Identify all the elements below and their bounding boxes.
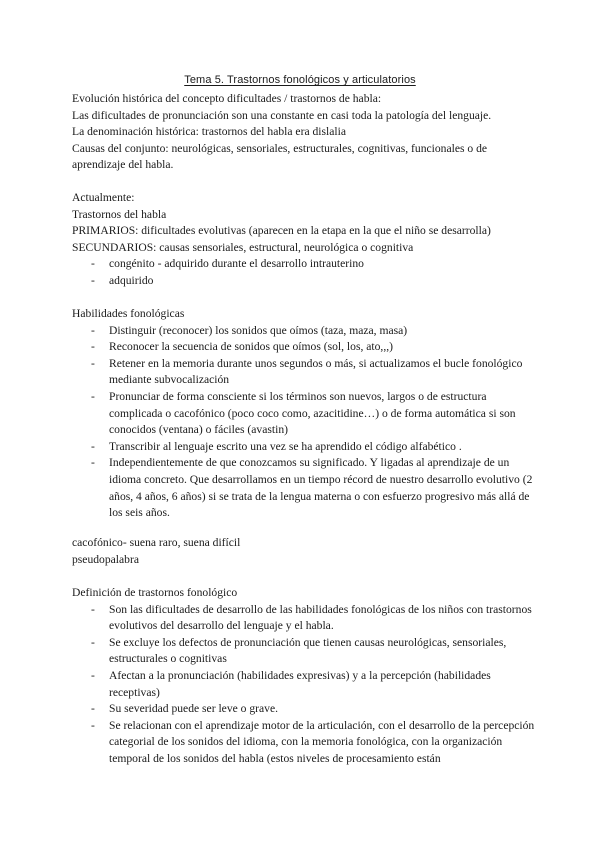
bullet-dash: -: [91, 635, 95, 649]
list-item: [72, 635, 542, 668]
list-item: [72, 356, 542, 389]
habilidades-section: [72, 306, 542, 522]
habilidades-heading: Habilidades fonológicas: [72, 307, 185, 320]
document-title: [0, 72, 600, 89]
list-item-text: Se excluye los defectos de pronunciación que tienen causas neurológicas, sensoriales, estructurales o cognitivas: [109, 635, 507, 666]
list-item-text: adquirido: [109, 273, 154, 287]
list-item-text: Retener en la memoria durante unos segundos o más, si actualizamos el bucle fonológico mediante subvocalización: [109, 356, 523, 387]
note-line: pseudopalabra: [72, 552, 139, 566]
actualmente-section: [72, 190, 542, 290]
definicion-heading: Definición de trastornos fonológico: [72, 586, 238, 599]
bullet-dash: -: [91, 702, 95, 716]
bullet-dash: -: [91, 668, 95, 682]
bullet-dash: -: [91, 718, 95, 732]
list-item: [72, 602, 542, 635]
intro-line: La denominación histórica: trastornos del habla era dislalia: [72, 125, 346, 139]
bullet-dash: -: [91, 323, 95, 337]
list-item: [72, 718, 542, 768]
list-item-text: Afectan a la pronunciación (habilidades expresivas) y a la percepción (habilidades receptivas): [109, 668, 491, 699]
list-item: [72, 339, 542, 356]
list-item: [72, 389, 542, 439]
list-item-text: Su severidad puede ser leve o grave.: [109, 702, 279, 716]
list-item-text: congénito - adquirido durante el desarrollo intrauterino: [109, 257, 364, 271]
actualmente-heading: Actualmente:: [72, 191, 135, 204]
list-item: [72, 323, 542, 340]
intro-line: Las dificultades de pronunciación son una constante en casi toda la patología del lenguaje.: [72, 108, 492, 122]
list-item-text: Transcribir al lenguaje escrito una vez se ha aprendido el código alfabético .: [109, 439, 462, 453]
list-item: [72, 256, 542, 273]
list-item: [72, 273, 542, 290]
bullet-dash: -: [91, 602, 95, 616]
bullet-dash: -: [91, 356, 95, 370]
intro-section: [72, 91, 542, 174]
note-line: cacofónico- suena raro, suena difícil: [72, 536, 241, 549]
list-item-text: Reconocer la secuencia de sonidos que oímos (sol, los, ato,,,): [109, 340, 393, 354]
bullet-dash: -: [91, 340, 95, 354]
intro-line: Causas del conjunto: neurológicas, sensoriales, estructurales, cognitivas, funcionales o de aprendizaje del habla.: [72, 141, 488, 172]
list-item: [72, 668, 542, 701]
secundarios-line: SECUNDARIOS: causas sensoriales, estructural, neurológica o cognitiva: [72, 240, 414, 254]
bullet-dash: -: [91, 389, 95, 403]
primarios-line: PRIMARIOS: dificultades evolutivas (aparecen en la etapa en la que el niño se desarrolla): [72, 224, 491, 238]
intro-line: Evolución histórica del concepto dificultades / trastornos de habla:: [72, 92, 382, 105]
trastornos-habla-heading: Trastornos del habla: [72, 207, 167, 221]
bullet-dash: -: [91, 456, 95, 470]
bullet-dash: -: [91, 273, 95, 287]
list-item-text: Distinguir (reconocer) los sonidos que oímos (taza, maza, masa): [109, 323, 408, 337]
list-item-text: Son las dificultades de desarrollo de las habilidades fonológicas de los niños con trastornos evolutivos del desarrollo del lenguaje y el habla.: [109, 602, 532, 633]
definicion-section: [72, 585, 542, 768]
bullet-dash: -: [91, 439, 95, 453]
list-item-text: Pronunciar de forma consciente si los términos son nuevos, largos o de estructura complicada o cacofónico (poco coco como, azacitidine…) o de forma automática si son conocidos (ventana) o fáciles (avastin): [109, 389, 516, 437]
list-item: [72, 701, 542, 718]
list-item-text: Independientemente de que conozcamos su significado. Y ligadas al aprendizaje de un idioma concreto. Que desarrollamos en un tiempo récord de nuestro desarrollo evolutivo (2 años, 4 años, 6 años) si se trata de la lengua materna o con esfuerzo progresivo más allá de los seis años.: [109, 456, 533, 520]
notes-section: [72, 535, 542, 568]
list-item: [72, 439, 542, 456]
document-title-text: Tema 5. Trastornos fonológicos y articulatorios: [184, 74, 416, 86]
list-item-text: Se relacionan con el aprendizaje motor de la articulación, con el desarrollo de la percepción categorial de los sonidos del idioma, con la memoria fonológica, con la organización temporal de los sonidos del habla (estos niveles de procesamiento están: [109, 718, 535, 765]
bullet-dash: -: [91, 257, 95, 271]
list-item: [72, 455, 542, 521]
